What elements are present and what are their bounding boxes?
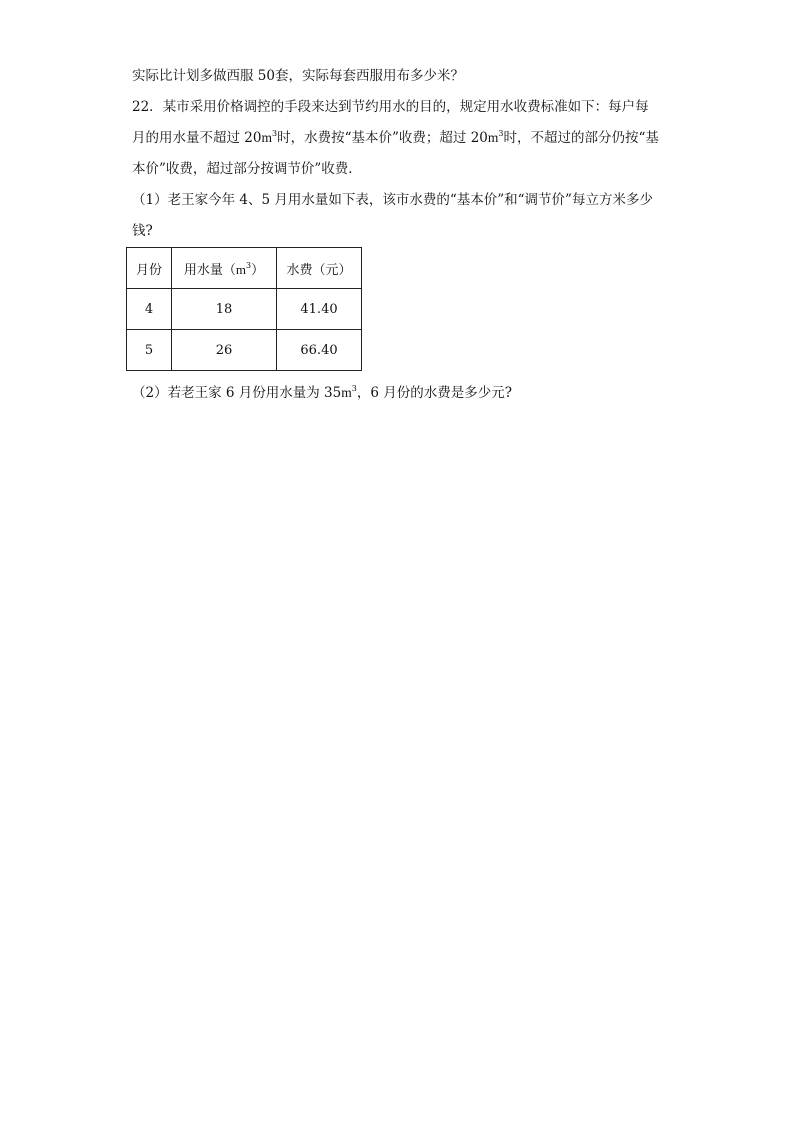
table-row: [127, 289, 362, 330]
header-usage: 用水量$(m^3)$: [172, 248, 277, 289]
question-22-line-3: 本价”收费，超过部分按调节价”收费．: [132, 161, 362, 177]
cell-usage: 26: [172, 330, 277, 371]
question-22-line-1: 22．某市采用价格调控的手段来达到节约用水的目的，规定用水收费标准如下：每户每: [132, 99, 649, 115]
question-number: 22．: [132, 99, 163, 115]
header-fee: 水费（元）: [277, 248, 362, 289]
cell-usage: 18: [172, 289, 277, 330]
question-22-line-2: 月的用水量不超过 $20m^3$时，水费按“基本价”收费；超过 $20m^3$时，不超过的部分仍按“基: [132, 129, 659, 146]
table-header-row: [127, 248, 362, 289]
cell-fee: 66.40: [277, 330, 362, 371]
previous-question-tail: 实际比计划多做西服 50套，实际每套西服用布多少米？: [132, 68, 464, 84]
part-1-line-1: （1）老王家今年 4、5 月用水量如下表，该市水费的“基本价”和“调节价”每立方米多少: [132, 192, 653, 208]
part-2-line: （2）若老王家 6 月份用水量为 $35m^3$，6 月份的水费是多少元?: [132, 384, 512, 401]
table-row: [127, 330, 362, 371]
header-month: 月份: [127, 248, 172, 289]
cell-month: 5: [127, 330, 172, 371]
part-1-line-2: 钱?: [132, 223, 153, 239]
water-usage-table: [126, 247, 362, 371]
cell-month: 4: [127, 289, 172, 330]
cell-fee: 41.40: [277, 289, 362, 330]
